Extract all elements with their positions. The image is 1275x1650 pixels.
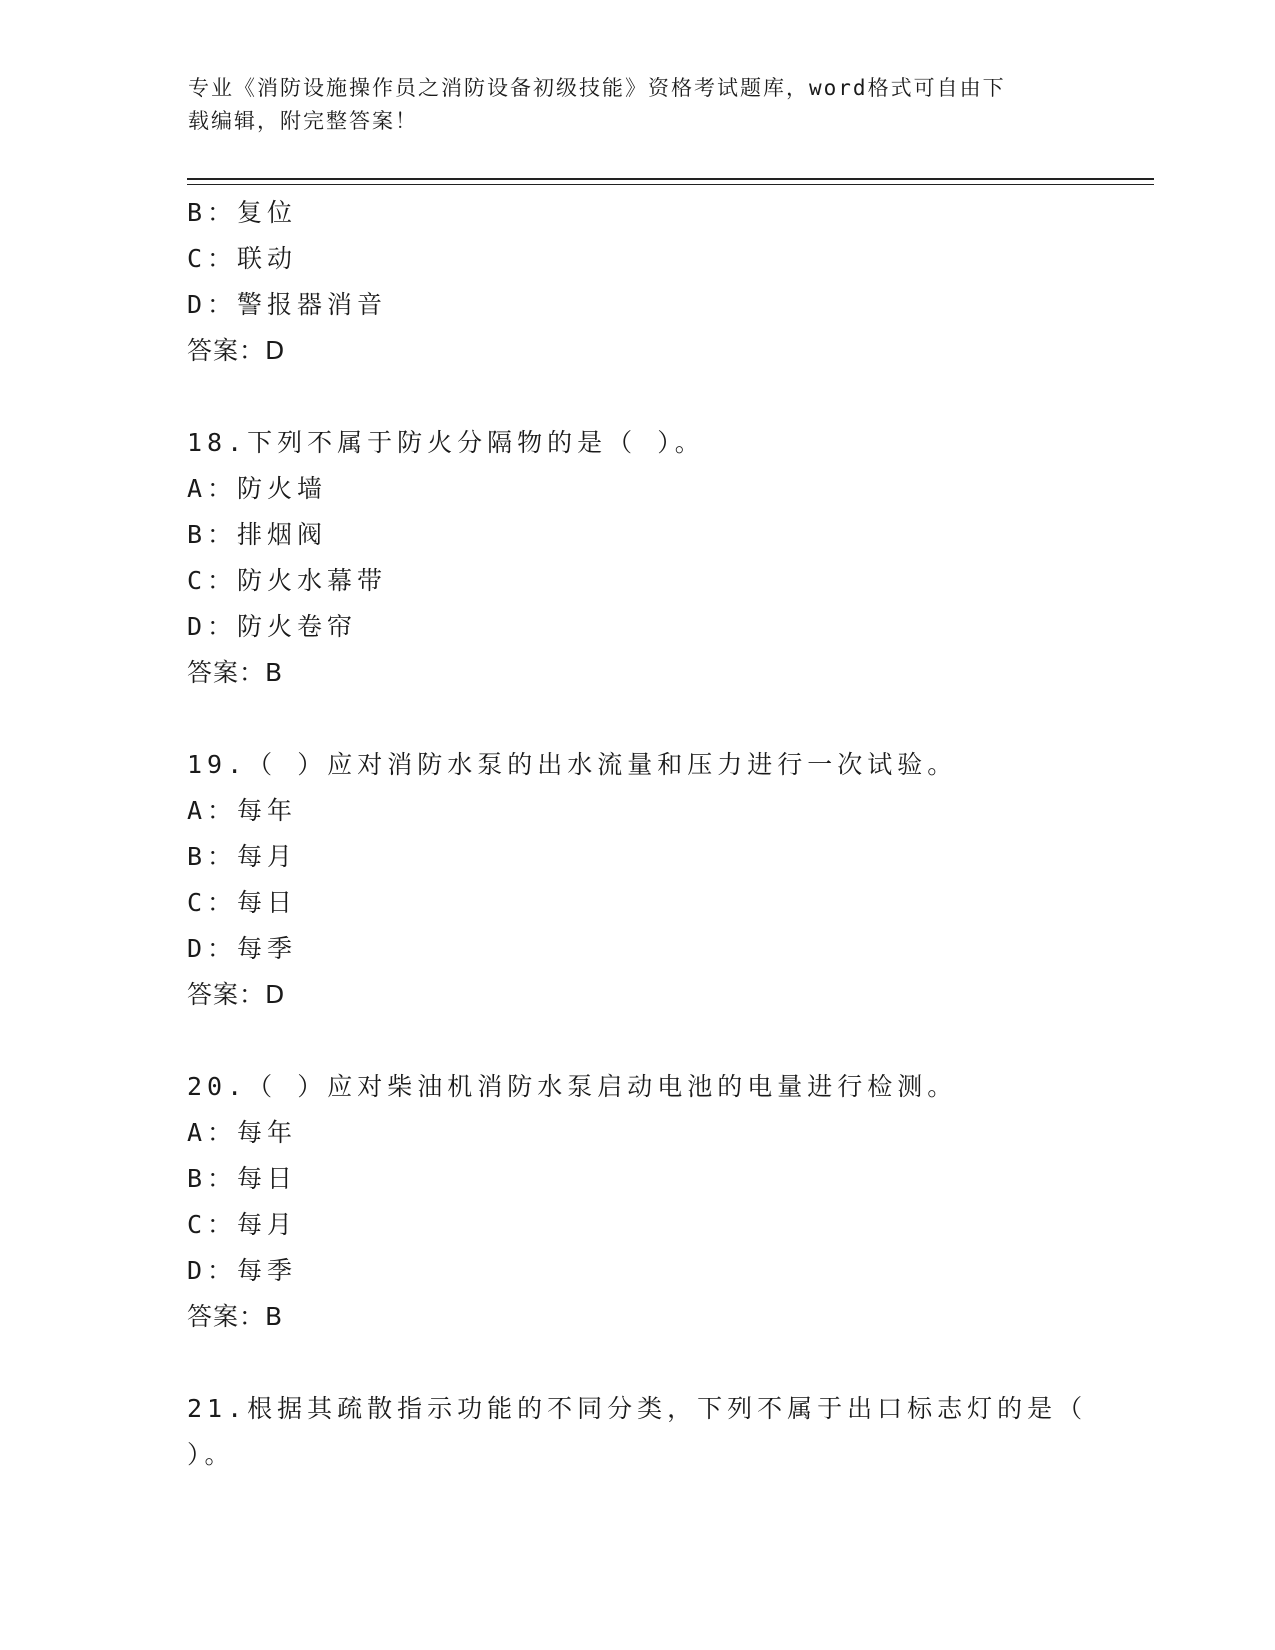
option-c: C：每日 <box>187 888 298 917</box>
document-header <box>188 72 1068 138</box>
option-a: A：每年 <box>187 1118 298 1147</box>
header-divider-thick <box>187 178 1154 180</box>
option-d: D：每季 <box>187 934 298 963</box>
option-b: B：每日 <box>187 1164 298 1193</box>
question-19 <box>187 742 1087 1018</box>
answer: 答案：D <box>187 980 286 1009</box>
answer: 答案：B <box>187 658 284 687</box>
question-20 <box>187 1064 1087 1340</box>
question-stem-line-2: ）。 <box>187 1440 235 1469</box>
option-b: B：排烟阀 <box>187 520 328 549</box>
option-a: A：每年 <box>187 796 298 825</box>
question-stem: 18.下列不属于防火分隔物的是（ ）。 <box>187 428 705 457</box>
header-line-2: 载编辑，附完整答案！ <box>188 109 418 133</box>
question-stem-line-1: 21.根据其疏散指示功能的不同分类，下列不属于出口标志灯的是（ <box>187 1394 1088 1423</box>
option-d: D：防火卷帘 <box>187 612 358 641</box>
answer: 答案：D <box>187 336 286 365</box>
option-d: D：警报器消音 <box>187 290 388 319</box>
option-a: A：防火墙 <box>187 474 328 503</box>
header-divider-thin <box>187 184 1154 185</box>
option-c: C：每月 <box>187 1210 298 1239</box>
option-b: B：复位 <box>187 198 298 227</box>
question-stem: 20.（ ）应对柴油机消防水泵启动电池的电量进行检测。 <box>187 1072 958 1101</box>
answer: 答案：B <box>187 1302 284 1331</box>
question-list <box>187 190 1087 1478</box>
question-17-continued <box>187 190 1087 374</box>
header-line-1: 专业《消防设施操作员之消防设备初级技能》资格考试题库，word格式可自由下 <box>188 76 1006 100</box>
option-c: C：联动 <box>187 244 298 273</box>
option-b: B：每月 <box>187 842 298 871</box>
question-18 <box>187 420 1087 696</box>
question-stem: 19.（ ）应对消防水泵的出水流量和压力进行一次试验。 <box>187 750 958 779</box>
question-21 <box>187 1386 1087 1478</box>
option-c: C：防火水幕带 <box>187 566 388 595</box>
option-d: D：每季 <box>187 1256 298 1285</box>
